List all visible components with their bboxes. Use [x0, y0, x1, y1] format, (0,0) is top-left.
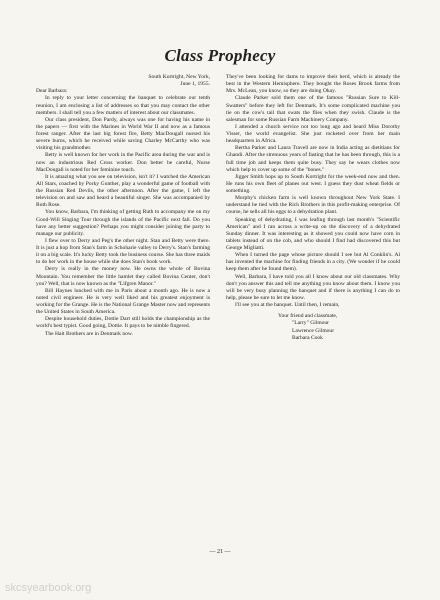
signature-line: Barbara Cook [292, 335, 323, 342]
dateline-place: South Kortright, New York, [148, 74, 210, 80]
paragraph: I flew over to Derry and Peg's the other night. Stan and Betty were there. It is just a hop from Stan's farm in Schoharie valley to Derry's. Stan's farming it on a big scale. It's lucky Betty took the business course. She has three maids to do her work in the house while she does Stan's book work. [36, 237, 210, 266]
right-column [226, 74, 400, 342]
watermark: skcsyearbook.org [5, 582, 92, 594]
paragraph: When I turned the page whose picture should I see but Al Conklin's. Al has invented the machine for finding friends in a city. (We wonder if he could keep them after he found them). [226, 252, 400, 273]
left-column [36, 74, 210, 338]
paragraph: Claude Parker sold them one of the famous "Russian Sure to Kill-Swatters" before they left for Denmark. It's some complicated machine you tie on the cow's tail that swats the flies when they swish. Claude is the salesman for some Russian Farm Machinery Company. [226, 95, 400, 123]
page-title: Class Prophecy [164, 46, 276, 65]
paragraph: Bertha Parker and Laura Travell are now in India acting as dietitians for Ghandi. After the strenuous years of fasting that he has been through, this is a full time job and keeps them quite busy. They say he wears clothes now which help to cover up some of the "bones." [226, 145, 400, 173]
paragraph: Well, Barbara, I have told you all I know about our old classmates. Why don't you answer this and tell me anything you know about them. I know you will be very busy planning the banquet and if there is anything I can do to help, please be sure to let me know. [226, 273, 400, 301]
closing: Your friend and classmate, [278, 313, 338, 320]
signature-block [226, 313, 400, 342]
paragraph: Despite household duties, Dottie Dart still holds the championship as the world's best typist. Good going, Dottie. It pays to be nimble fingered. [36, 316, 210, 330]
paragraph: They've been looking for dams to improve their herd, which is already the best in the Western Hemisphere. They bought the Roses Brook farms from Mrs. McLean, you know, so they are doing Okay. [226, 74, 400, 95]
paragraph: I'll see you at the banquet. Until then, I remain, [235, 302, 340, 308]
page-number: — 21 — [209, 549, 231, 555]
paragraph: You know, Barbara, I'm thinking of getting Ruth to accompany me on my Good-Will Singing Tour through the islands of the Pacific next fall. Do you have any better suggestion? Perhaps you might consider joining the party to manage our publicity. [36, 209, 210, 237]
paragraph: The Hait Brothers are in Denmark now. [45, 330, 133, 337]
dateline-date: June 1, 1955. [180, 81, 210, 88]
signature-line: "Larry" Gilmour [292, 320, 330, 327]
paragraph: Murphy's chicken farm is well known throughout New York State. I understand he tied with the Rich Brothers in this profit-making enterprise. Of course, he sells all his eggs to a dehydration plant. [226, 195, 400, 216]
paragraph: Betty is well known for her work in the Pacific area during the war and is now an industrious Red Cross worker. Don better be careful, Nurse MacDougall is noted for her feminine touch. [36, 152, 210, 173]
paragraph: In reply to your letter concerning the banquet to celebrate our tenth reunion, I am enclosing a list of addresses so that you may contact the other members. I shall tell you a few matters of interest about our classmates. [36, 95, 210, 116]
paragraph: Our class president, Don Pardy, always was one for having his name in the papers — first with the Marines in World War II and now as a famous forest ranger. After the last big forest fire, Betty MacDougall nursed his severe burns, which he received while saving Charley McCarthy who was visiting his grandmother. [36, 116, 210, 152]
paragraph: Derry is really in the money now. He owns the whole of Bovina Mountain. You remember the little hamlet they called Bovina Center, don't you? Well, that is now known as the "Lifgren Manor." [36, 266, 210, 287]
paragraph: Jigger Smith hops up to South Kortright for the week-end now and then. He runs his own fleet of planes out west. I guess they dust wheat fields or something. [226, 173, 400, 194]
salutation: Dear Barbara: [36, 88, 68, 95]
paragraph: I attended a church service not too long ago and heard Miss Dorothy Visser, the world evangelist. She just rocketed over from her main headquarters in Africa. [226, 123, 400, 145]
paragraph: It is amazing what you see on television, isn't it? I watched the American All Stars, coached by Porky Gunther, play a wonderful game of football with the Russian Red Devils, the other afternoon. After the game, I left the television on and saw and heard a beautiful singer. She was accompanied by Ruth Rose. [36, 173, 210, 209]
paragraph: Bill Haynes lunched with me in Paris about a month ago. He is now a noted civil engineer. He is very well liked and his greatest enjoyment is working for the Grange. He is the National Grange Master now and represents the United States in South America. [36, 287, 210, 316]
signature-line: Lawrence Gilmour [292, 327, 335, 334]
paragraph: Speaking of dehydrating, I was leafing through last month's "Scientific American" and I ran across a write-up on the discovery of a dehydrated Sunday dinner. It was interesting as it showed you could now have corn in tablets instead of on the cob, and who should I find had discovered this but George Migliatti. [226, 216, 400, 251]
